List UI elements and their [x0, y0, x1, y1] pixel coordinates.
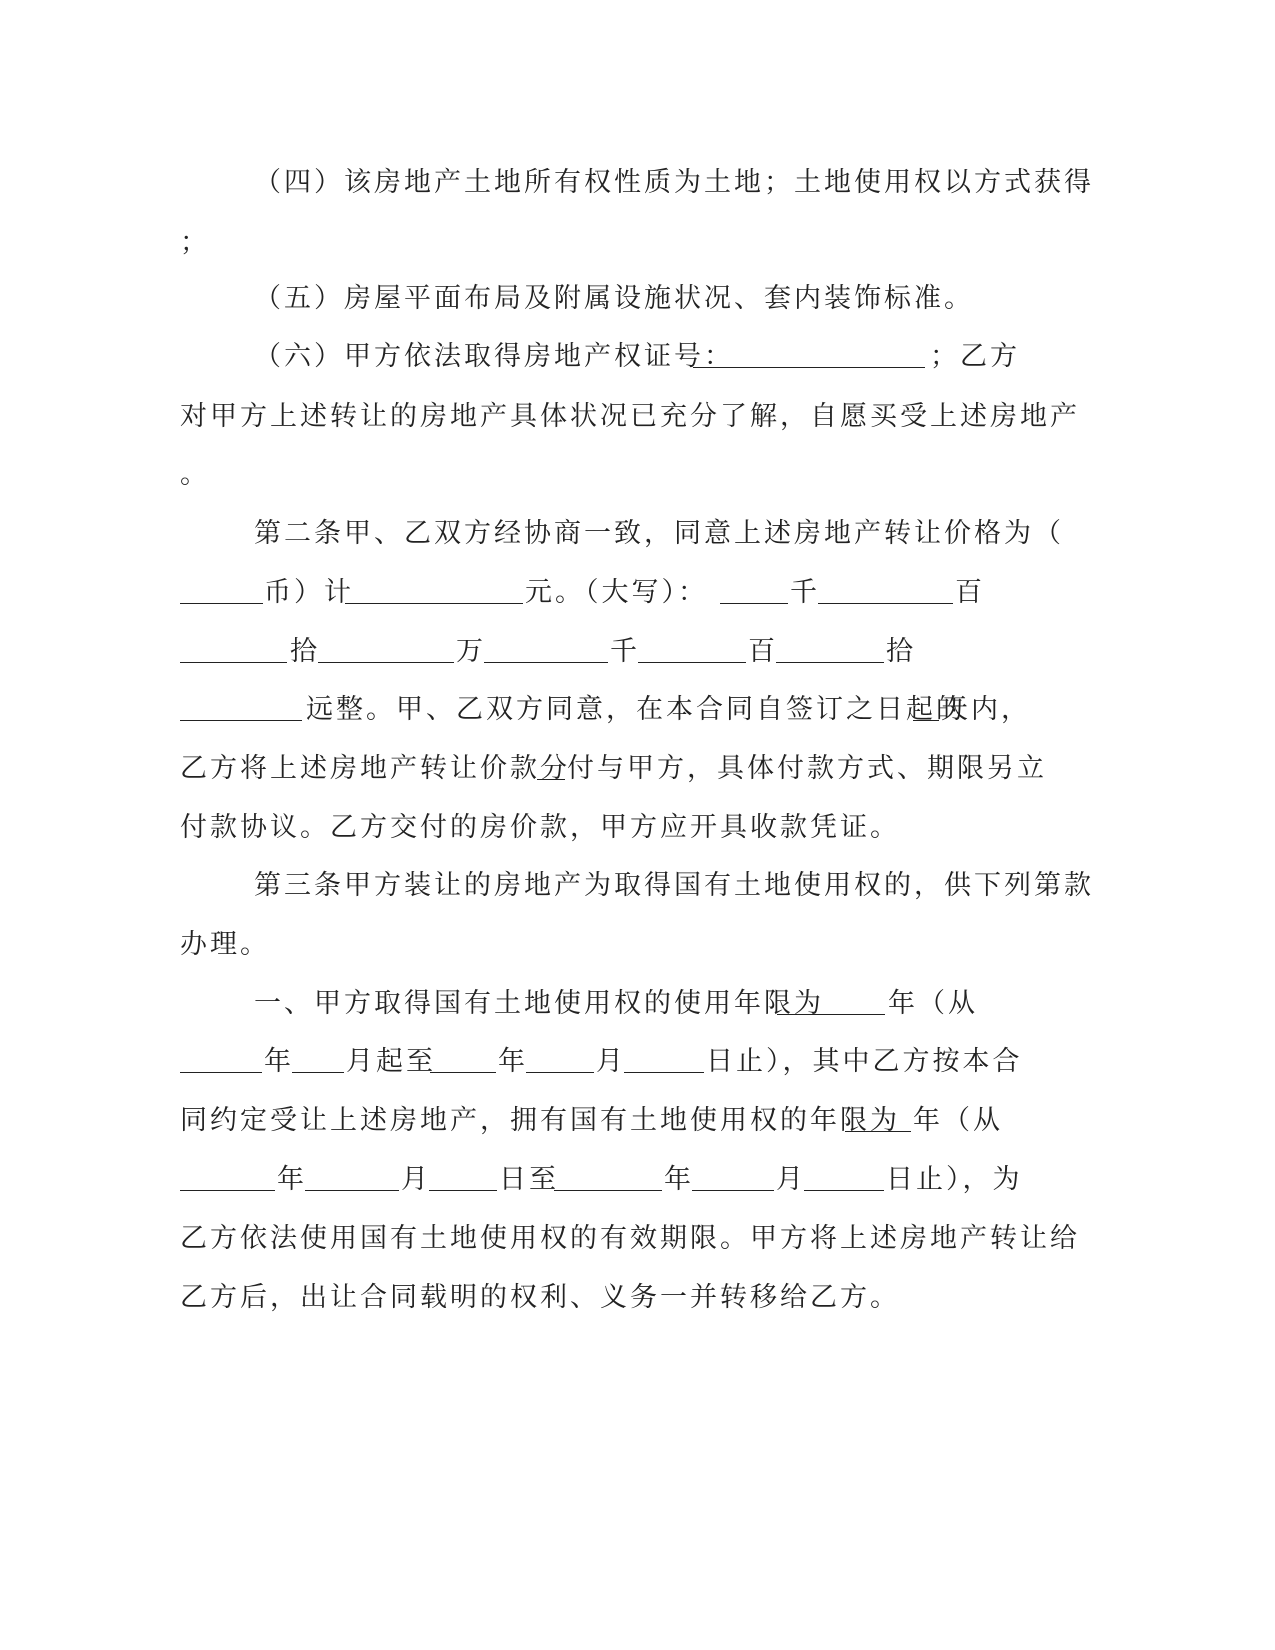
fill-in-blank [526, 1072, 594, 1073]
text-run: 千 [790, 577, 820, 608]
fill-in-blank [720, 603, 788, 604]
paragraph-line [0, 632, 1275, 672]
fill-in-blank [180, 1072, 262, 1073]
paragraph-line [0, 1160, 1275, 1200]
paragraph-line [0, 866, 1275, 906]
paragraph-line [0, 397, 1275, 437]
fill-in-blank [554, 1190, 662, 1191]
text-run: 第二条甲、乙双方经协商一致，同意上述房地产转让价格为（ [254, 518, 1064, 549]
text-run: 月 [776, 1164, 806, 1195]
fill-in-blank [429, 1190, 497, 1191]
text-run: 年（从 [913, 1105, 1003, 1136]
fill-in-blank [180, 603, 263, 604]
paragraph-line [0, 279, 1275, 319]
text-run: 年 [264, 1046, 294, 1077]
fill-in-blank [292, 1072, 344, 1073]
text-run: 一、甲方取得国有土地使用权的使用年限为 [254, 988, 824, 1019]
fill-in-blank [180, 1190, 275, 1191]
text-run: 拾 [886, 636, 916, 667]
paragraph-line [0, 455, 1275, 495]
paragraph-line [0, 925, 1275, 965]
text-run: 第三条甲方装让的房地产为取得国有土地使用权的，供下列第款 [254, 870, 1094, 901]
text-run: （四）该房地产土地所有权性质为土地；土地使用权以方式获得 [254, 167, 1094, 198]
paragraph-line [0, 514, 1275, 554]
fill-in-blank [845, 1131, 911, 1132]
text-run: 万 [456, 636, 486, 667]
fill-in-blank [180, 662, 287, 663]
text-run: 付与甲方，具体付款方式、期限另立 [567, 753, 1047, 784]
paragraph-line [0, 223, 1275, 263]
text-run: 百 [955, 577, 985, 608]
text-run: 日止），其中乙方按本合 [706, 1046, 1023, 1077]
paragraph-line [0, 749, 1275, 789]
text-run: 乙方依法使用国有土地使用权的有效期限。甲方将上述房地产转让给 [180, 1223, 1080, 1254]
text-run: 元。（大写）： [525, 577, 708, 608]
paragraph-line [0, 1101, 1275, 1141]
fill-in-blank [624, 1072, 704, 1073]
fill-in-blank [180, 720, 302, 721]
text-run: 币）计 [264, 577, 354, 608]
text-run: 付款协议。乙方交付的房价款，甲方应开具收款凭证。 [180, 812, 900, 843]
paragraph-line [0, 337, 1275, 377]
fill-in-blank [692, 1190, 774, 1191]
text-run: 拾 [290, 636, 320, 667]
paragraph-line [0, 1278, 1275, 1318]
text-run: 对甲方上述转让的房地产具体状况已充分了解，自愿买受上述房地产 [180, 401, 1080, 432]
fill-in-blank [305, 1190, 399, 1191]
paragraph-line [0, 573, 1275, 613]
fill-in-blank [430, 1072, 496, 1073]
text-run: （六）甲方依法取得房地产权证号： [254, 341, 734, 372]
text-run: 百 [748, 636, 778, 667]
paragraph-line [0, 1042, 1275, 1082]
fill-in-blank [537, 779, 565, 780]
paragraph-line [0, 984, 1275, 1024]
text-run: 远整。甲、乙双方同意，在本合同自签订之日起的 [306, 694, 966, 725]
text-run: 日止），为 [886, 1164, 1023, 1195]
fill-in-blank [913, 720, 939, 721]
fill-in-blank [693, 367, 925, 368]
text-run: 年（从 [888, 988, 978, 1019]
text-run: 年 [498, 1046, 528, 1077]
paragraph-line [0, 1219, 1275, 1259]
fill-in-blank [804, 1190, 884, 1191]
text-run: （五）房屋平面布局及附属设施状况、套内装饰标准。 [254, 283, 974, 314]
paragraph-line [0, 163, 1275, 203]
fill-in-blank [777, 1014, 885, 1015]
text-run: 乙方后，出让合同载明的权利、义务一并转移给乙方。 [180, 1282, 900, 1313]
text-run: 。 [180, 459, 210, 490]
text-run: 月起至 [346, 1046, 436, 1077]
fill-in-blank [484, 662, 608, 663]
fill-in-blank [318, 662, 454, 663]
text-run: 年 [277, 1164, 307, 1195]
paragraph-line [0, 808, 1275, 848]
text-run: ； [180, 227, 210, 258]
text-run: ；乙方 [930, 341, 1020, 372]
paragraph-line [0, 690, 1275, 730]
fill-in-blank [818, 603, 953, 604]
text-run: 月 [401, 1164, 431, 1195]
text-run: 同约定受让上述房地产，拥有国有土地使用权的年限为 [180, 1105, 900, 1136]
text-run: 日至 [499, 1164, 559, 1195]
fill-in-blank [776, 662, 884, 663]
text-run: 办理。 [180, 929, 270, 960]
text-run: 千 [610, 636, 640, 667]
text-run: 天内， [941, 694, 1031, 725]
text-run: 乙方将上述房地产转让价款分 [180, 753, 570, 784]
text-run: 年 [664, 1164, 694, 1195]
fill-in-blank [638, 662, 746, 663]
text-run: 月 [596, 1046, 626, 1077]
fill-in-blank [345, 603, 523, 604]
